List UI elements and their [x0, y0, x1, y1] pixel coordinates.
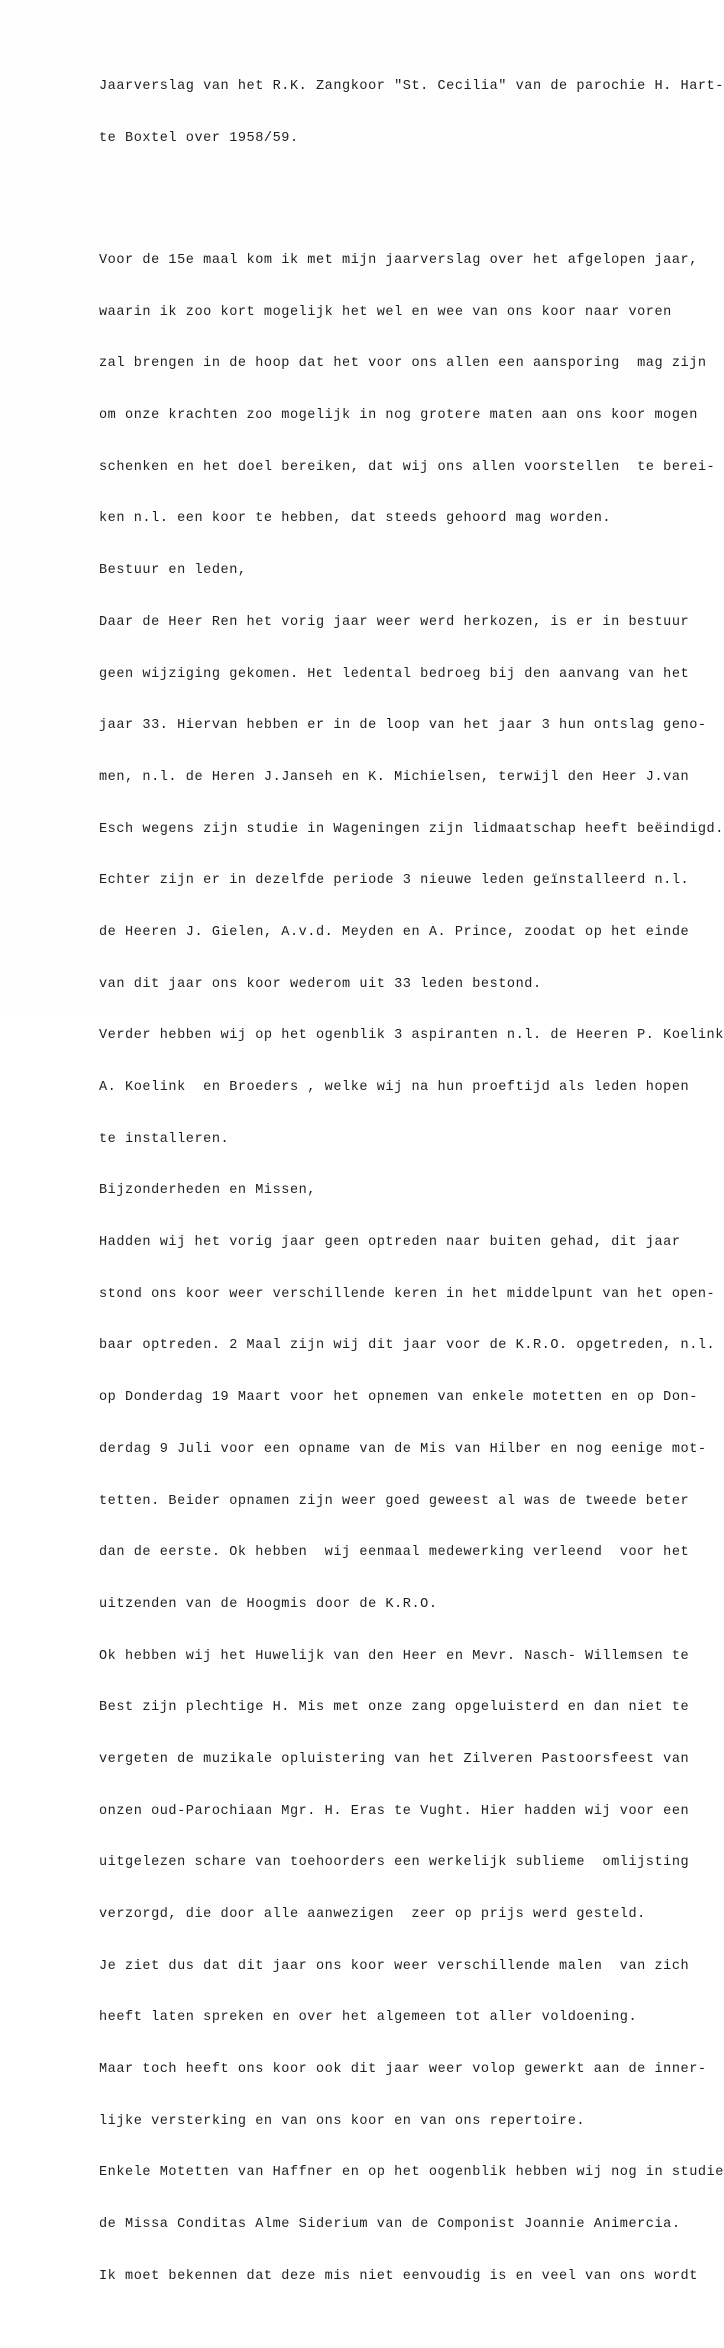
body-line: Best zijn plechtige H. Mis met onze zang opgeluisterd en dan niet te [99, 1700, 690, 1716]
body-line: heeft laten spreken en over het algemeen tot aller voldoening. [99, 2010, 638, 2026]
body-line: stond ons koor weer verschillende keren in het middelpunt van het open- [99, 1286, 716, 1302]
body-line: Daar de Heer Ren het vorig jaar weer werd herkozen, is er in bestuur [99, 614, 690, 630]
section-heading-bijzonderheden: Bijzonderheden en Missen, [99, 1183, 316, 1199]
body-line: Voor de 15e maal kom ik met mijn jaarverslag over het afgelopen jaar, [99, 253, 698, 268]
report-body [99, 220, 724, 2318]
typewritten-report [99, 16, 724, 2348]
body-line: Echter zijn er in dezelfde periode 3 nieuwe leden geïnstalleerd n.l. [99, 873, 690, 889]
body-line: men, n.l. de Heren J.Janseh en K. Michielsen, terwijl den Heer J.van [99, 769, 690, 785]
body-line: van dit jaar ons koor wederom uit 33 leden bestond. [99, 976, 542, 992]
title-line: Jaarverslag van het R.K. Zangkoor "St. Cecilia" van de parochie H. Hart- [99, 79, 724, 94]
body-line: uitzenden van de Hoogmis door de K.R.O. [99, 1596, 438, 1612]
section-heading-bestuur: Bestuur en leden, [99, 563, 247, 579]
body-line: jaar 33. Hiervan hebben er in de loop van het jaar 3 hun ontslag geno- [99, 718, 707, 734]
body-line: de Missa Conditas Alme Siderium van de Componist Joannie Animercia. [99, 2217, 681, 2233]
body-line: Je ziet dus dat dit jaar ons koor weer verschillende malen van zich [99, 1958, 690, 1974]
body-line: baar optreden. 2 Maal zijn wij dit jaar voor de K.R.O. opgetreden, n.l. [99, 1338, 716, 1354]
body-line: Ik moet bekennen dat deze mis niet eenvoudig is en veel van ons wordt [99, 2268, 698, 2284]
body-line: geen wijziging gekomen. Het ledental bedroeg bij den aanvang van het [99, 666, 690, 682]
body-line: uitgelezen schare van toehoorders een werkelijk sublieme omlijsting [99, 1855, 690, 1871]
title-line: te Boxtel over 1958/59. [99, 131, 299, 146]
body-line: Verder hebben wij op het ogenblik 3 aspiranten n.l. de Heeren P. Koelink [99, 1028, 724, 1044]
body-line: de Heeren J. Gielen, A.v.d. Meyden en A. Prince, zoodat op het einde [99, 924, 690, 940]
body-line: Esch wegens zijn studie in Wageningen zijn lidmaatschap heeft beëindigd. [99, 821, 724, 837]
body-line: derdag 9 Juli voor een opname van de Mis van Hilber en nog eenige mot- [99, 1441, 707, 1457]
body-line: waarin ik zoo kort mogelijk het wel en wee van ons koor naar voren [99, 304, 672, 320]
body-line: Maar toch heeft ons koor ook dit jaar weer volop gewerkt aan de inner- [99, 2062, 707, 2078]
body-line: Ok hebben wij het Huwelijk van den Heer en Mevr. Nasch- Willemsen te [99, 1648, 690, 1664]
body-line: Hadden wij het vorig jaar geen optreden naar buiten gehad, dit jaar [99, 1235, 681, 1251]
body-line: schenken en het doel bereiken, dat wij ons allen voorstellen te berei- [99, 459, 716, 475]
body-line: tetten. Beider opnamen zijn weer goed geweest al was de tweede beter [99, 1493, 690, 1509]
body-line: om onze krachten zoo mogelijk in nog grotere maten aan ons koor mogen [99, 408, 698, 424]
body-line: zal brengen in de hoop dat het voor ons allen een aansporing mag zijn [99, 356, 707, 372]
body-line: A. Koelink en Broeders , welke wij na hun proeftijd als leden hopen [99, 1080, 690, 1095]
body-line: onzen oud-Parochiaan Mgr. H. Eras te Vught. Hier hadden wij voor een [99, 1803, 690, 1819]
body-line: op Donderdag 19 Maart voor het opnemen van enkele motetten en op Don- [99, 1390, 698, 1406]
body-line: lijke versterking en van ons koor en van ons repertoire. [99, 2113, 586, 2129]
body-line: Enkele Motetten van Haffner en op het oogenblik hebben wij nog in studie [99, 2165, 724, 2181]
body-line: ken n.l. een koor te hebben, dat steeds gehoord mag worden. [99, 511, 612, 527]
body-line: dan de eerste. Ok hebben wij eenmaal medewerking verleend voor het [99, 1545, 690, 1561]
body-line: verzorgd, die door alle aanwezigen zeer op prijs werd gesteld. [99, 1907, 646, 1922]
report-title [99, 46, 724, 180]
body-line: vergeten de muzikale opluistering van het Zilveren Pastoorsfeest van [99, 1751, 690, 1767]
body-line: te installeren. [99, 1131, 230, 1147]
